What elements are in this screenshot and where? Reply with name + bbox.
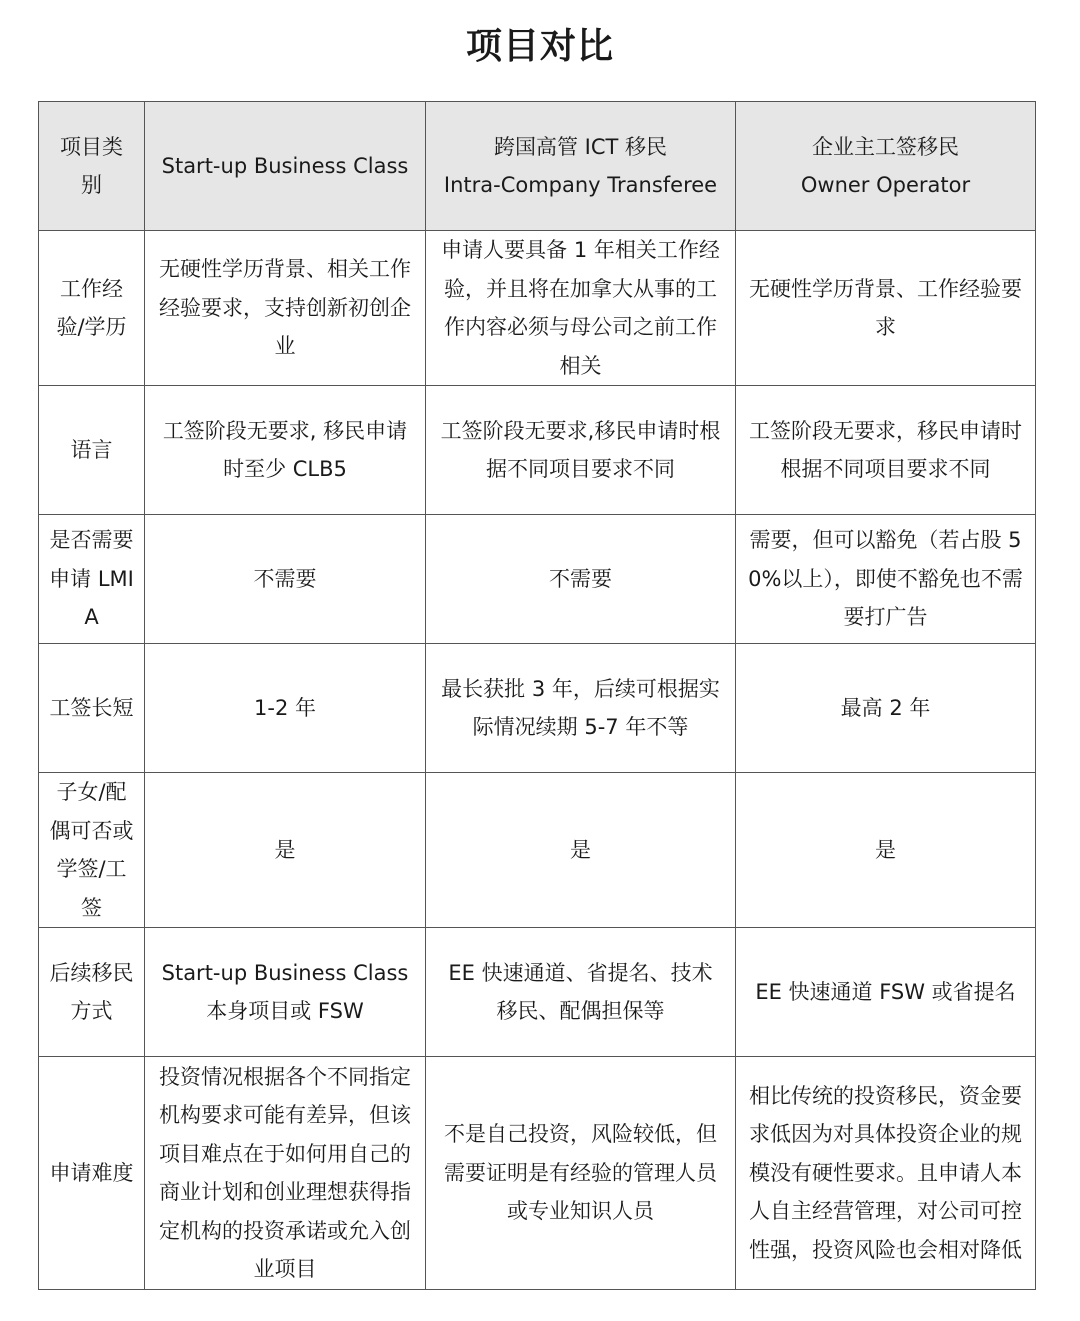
row-label: 语言 xyxy=(39,386,145,515)
table-row xyxy=(39,1057,1036,1290)
table-row xyxy=(39,928,1036,1057)
row-label: 工签长短 xyxy=(39,644,145,773)
table-cell: 不需要 xyxy=(426,515,736,644)
row-label: 申请难度 xyxy=(39,1057,145,1290)
table-row xyxy=(39,644,1036,773)
table-cell: 无硬性学历背景、相关工作经验要求，支持创新初创企业 xyxy=(145,231,426,386)
table-cell: 是 xyxy=(736,773,1036,928)
table-row xyxy=(39,386,1036,515)
table-cell: 不需要 xyxy=(145,515,426,644)
row-label: 工作经验/学历 xyxy=(39,231,145,386)
row-label: 子女/配偶可否或学签/工签 xyxy=(39,773,145,928)
table-cell: 投资情况根据各个不同指定机构要求可能有差异，但该项目难点在于如何用自己的商业计划和创业理想获得指定机构的投资承诺或允入创业项目 xyxy=(145,1057,426,1290)
row-label: 是否需要申请 LMIA xyxy=(39,515,145,644)
table-header-row xyxy=(39,102,1036,231)
table-row xyxy=(39,773,1036,928)
table-cell: 需要，但可以豁免（若占股 50%以上），即使不豁免也不需要打广告 xyxy=(736,515,1036,644)
table-cell: 是 xyxy=(145,773,426,928)
table-cell: 相比传统的投资移民，资金要求低因为对具体投资企业的规模没有硬性要求。且申请人本人自主经营管理，对公司可控性强，投资风险也会相对降低 xyxy=(736,1057,1036,1290)
table-row xyxy=(39,515,1036,644)
header-owner-operator: 企业主工签移民 Owner Operator xyxy=(736,102,1036,231)
table-cell: 是 xyxy=(426,773,736,928)
page-title: 项目对比 xyxy=(465,26,614,67)
table-cell: 工签阶段无要求，移民申请时根据不同项目要求不同 xyxy=(736,386,1036,515)
table-cell: 无硬性学历背景、工作经验要求 xyxy=(736,231,1036,386)
row-label: 后续移民方式 xyxy=(39,928,145,1057)
comparison-table xyxy=(38,101,1036,1290)
header-category: 项目类别 xyxy=(39,102,145,231)
table-cell: 申请人要具备 1 年相关工作经验，并且将在加拿大从事的工作内容必须与母公司之前工作相关 xyxy=(426,231,736,386)
table-cell: 工签阶段无要求, 移民申请时至少 CLB5 xyxy=(145,386,426,515)
header-ict: 跨国高管 ICT 移民 Intra-Company Transferee xyxy=(426,102,736,231)
table-cell: 最长获批 3 年，后续可根据实际情况续期 5-7 年不等 xyxy=(426,644,736,773)
table-cell: 最高 2 年 xyxy=(736,644,1036,773)
table-cell: 1-2 年 xyxy=(145,644,426,773)
table-cell: 不是自己投资，风险较低，但需要证明是有经验的管理人员或专业知识人员 xyxy=(426,1057,736,1290)
header-startup: Start-up Business Class xyxy=(145,102,426,231)
table-row xyxy=(39,231,1036,386)
table-cell: EE 快速通道 FSW 或省提名 xyxy=(736,928,1036,1057)
table-cell: EE 快速通道、省提名、技术移民、配偶担保等 xyxy=(426,928,736,1057)
table-cell: 工签阶段无要求,移民申请时根据不同项目要求不同 xyxy=(426,386,736,515)
table-cell: Start-up Business Class 本身项目或 FSW xyxy=(145,928,426,1057)
